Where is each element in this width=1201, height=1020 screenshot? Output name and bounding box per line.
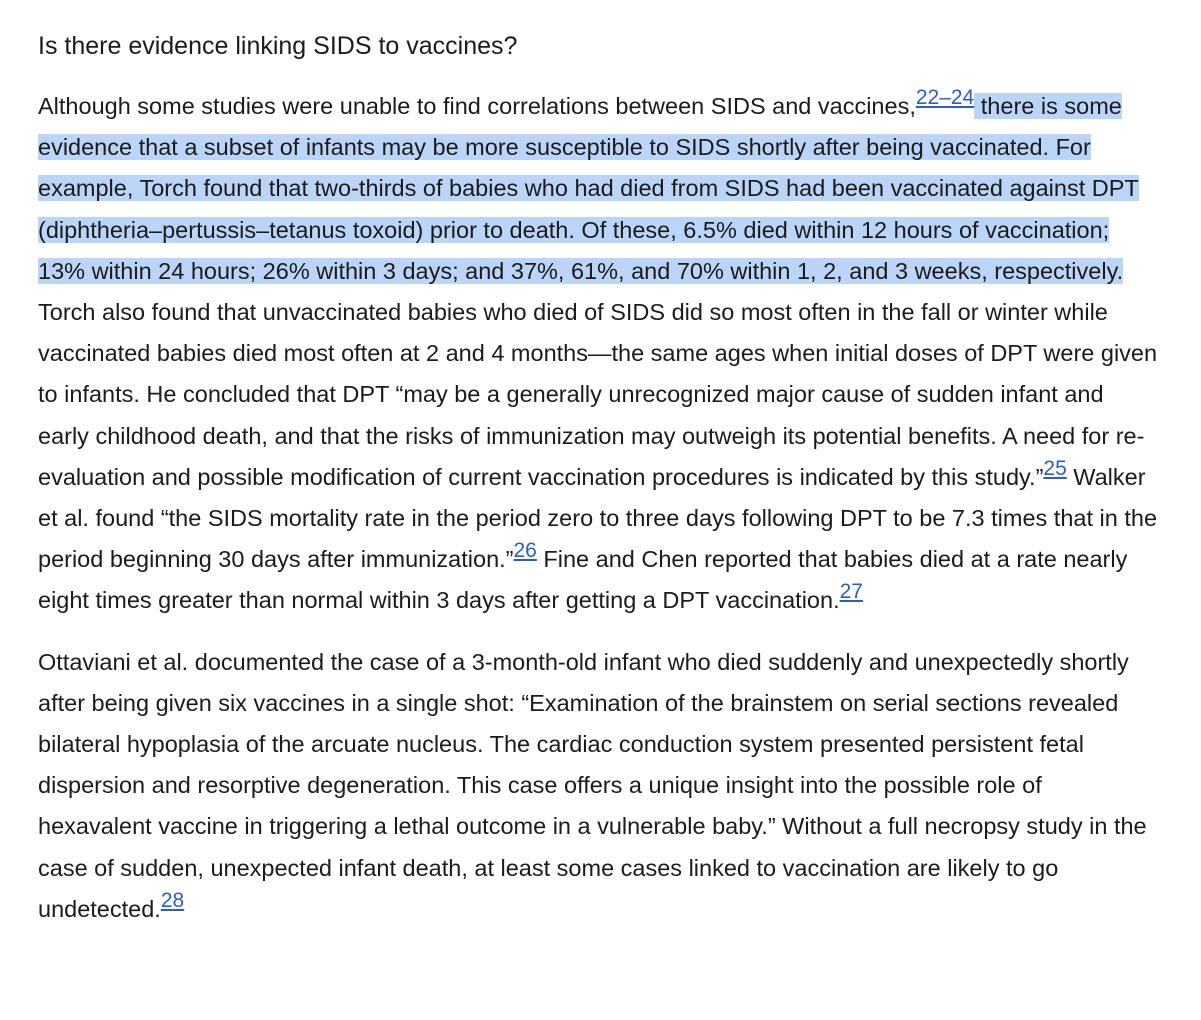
paragraph-text: Torch also found that unvaccinated babies who died of SIDS did so most often in the fall or winter while vaccinated babies died most often at 2 and 4 months—the same ages when initial doses of DPT were given to infants. He concluded that DPT “may be a generally unrecognized major cause of sudden infant and early childhood death, and that the risks of immunization may outweigh its potential benefits. A need for re-evaluation and possible modification of current vaccination procedures is indicated by this study.” — [38, 299, 1158, 490]
citation — [916, 86, 974, 109]
paragraph-text: Fine and Chen reported that babies died at a rate nearly eight times greater than normal within 3 days after getting a DPT vaccination. — [38, 546, 1128, 614]
paragraph-text: Although some studies were unable to find correlations between SIDS and vaccines, — [38, 93, 916, 119]
citation-link-27[interactable]: 27 — [839, 580, 863, 604]
paragraph-sids-evidence — [38, 86, 1158, 622]
citation-link-25[interactable]: 25 — [1043, 456, 1067, 480]
citation — [840, 580, 863, 603]
citation — [514, 539, 537, 562]
citation-link-26[interactable]: 26 — [513, 539, 537, 563]
section-title: Is there evidence linking SIDS to vaccines? — [38, 32, 518, 60]
citation-link-22-24[interactable]: 22–24 — [915, 86, 975, 109]
citation — [161, 889, 184, 912]
paragraph-text: Walker et al. found “the SIDS mortality rate in the period zero to three days following DPT to be 7.3 times that in the period beginning 30 days after immunization.” — [38, 463, 1158, 573]
paragraph-text: Ottaviani et al. documented the case of a 3-month-old infant who died suddenly and unexpectedly shortly after being given six vaccines in a single shot: “Examination of the brainstem on serial sections revealed bilateral hypoplasia of the arcuate nucleus. The cardiac conduction system presented persistent fetal dispersion and resorptive degeneration. This case offers a unique insight into the possible role of hexavalent vaccine in triggering a lethal outcome in a vulnerable baby.” Without a full necropsy study in the case of sudden, unexpected infant death, at least some cases linked to vaccination are likely to go undetected. — [38, 648, 1147, 922]
article-section — [38, 26, 1158, 950]
citation — [1043, 457, 1066, 480]
paragraph-ottaviani-case — [38, 642, 1158, 930]
selected-text-highlight[interactable]: there is some evidence that a subset of infants may be more susceptible to SIDS shortly after being vaccinated. For example, Torch found that two-thirds of babies who had died from SIDS had been vaccinated against DPT (diphtheria–pertussis–tetanus toxoid) prior to death. Of these, 6.5% died within 12 hours of vaccination; 13% within 24 hours; 26% within 3 days; and 37%, 61%, and 70% within 1, 2, and 3 weeks, respectively. — [38, 93, 1139, 284]
citation-link-28[interactable]: 28 — [160, 888, 185, 912]
